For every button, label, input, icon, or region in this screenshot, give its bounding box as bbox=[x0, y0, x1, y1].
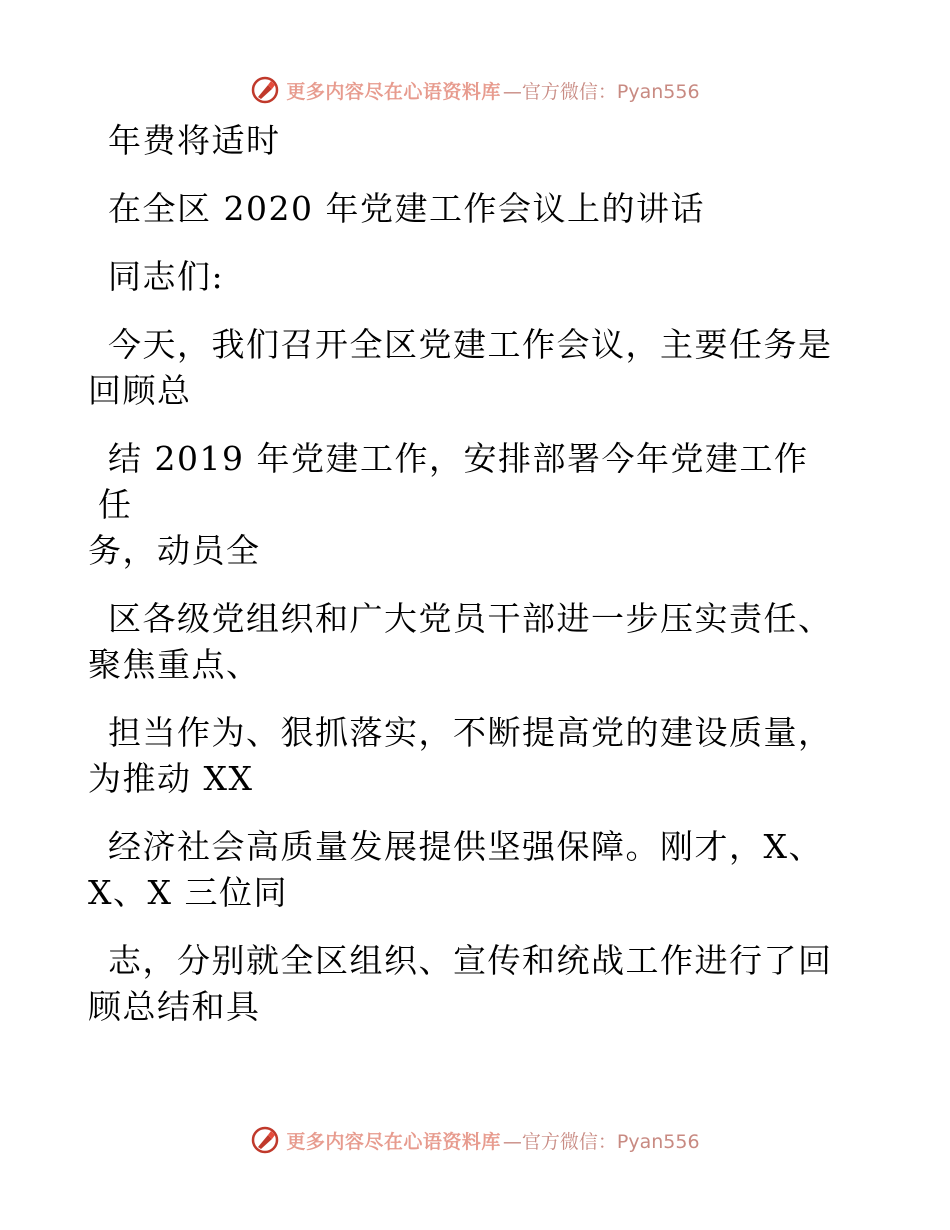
paragraph-line: 经济社会高质量发展提供坚强保障。刚才，X、 X、X 三位同 bbox=[88, 827, 823, 912]
paragraph-line: 结 2019 年党建工作，安排部署今年党建工作任 务，动员全 bbox=[88, 439, 809, 570]
document-body bbox=[88, 118, 838, 1052]
watermark-text: 更多内容尽在心语资料库 bbox=[286, 80, 501, 103]
paragraph-line: 区各级党组织和广大党员干部进一步压实责任、 聚焦重点、 bbox=[88, 599, 833, 684]
paragraph-line: 年费将适时 bbox=[108, 121, 281, 160]
salutation: 同志们: bbox=[108, 257, 225, 296]
paragraph-line: 今天，我们召开全区党建工作会议，主要任务是 回顾总 bbox=[88, 325, 833, 410]
pen-nib-circle-icon bbox=[250, 1125, 280, 1155]
paragraph-line: 志，分别就全区组织、宣传和统战工作进行了回 顾总结和具 bbox=[88, 941, 833, 1026]
watermark-footer bbox=[0, 1120, 950, 1160]
watermark-text: 更多内容尽在心语资料库 bbox=[286, 1130, 501, 1153]
watermark-suffix: —官方微信：Pyan556 bbox=[502, 80, 700, 103]
paragraph-line: 担当作为、狠抓落实，不断提高党的建设质量， 为推动 XX bbox=[88, 713, 833, 798]
document-title: 在全区 2020 年党建工作会议上的讲话 bbox=[108, 189, 705, 228]
pen-nib-circle-icon bbox=[250, 75, 280, 105]
watermark-suffix: —官方微信：Pyan556 bbox=[502, 1130, 700, 1153]
watermark-header bbox=[0, 70, 950, 110]
